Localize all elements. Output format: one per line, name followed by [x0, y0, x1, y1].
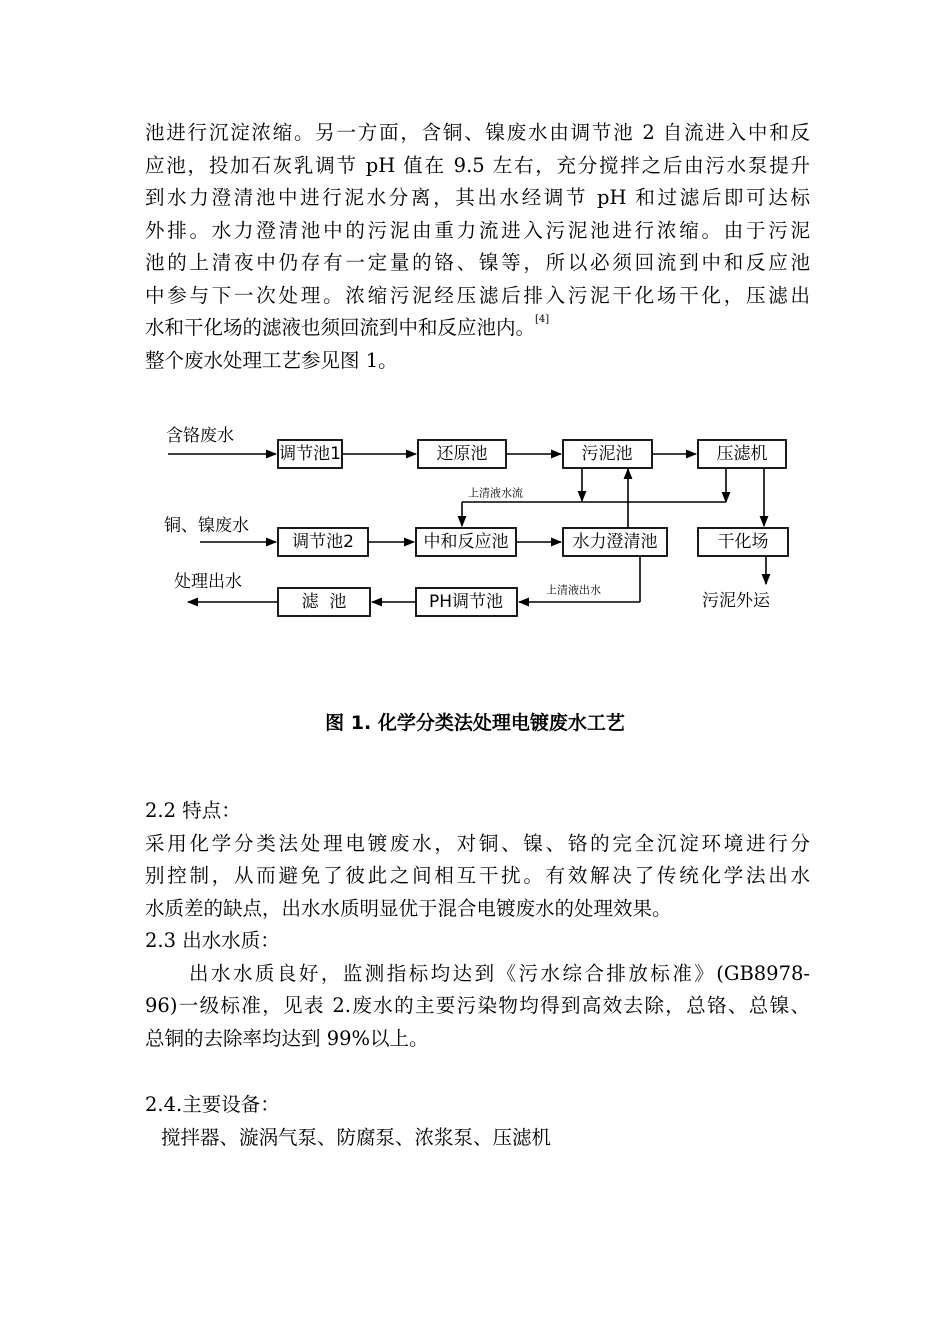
label-filter-press: 压滤机 — [716, 444, 768, 464]
label-drying-bed: 干化场 — [717, 532, 769, 552]
section-2-4 — [145, 1089, 810, 1154]
text-line: 水和干化场的滤液也须回流到中和反应池内。 — [145, 316, 536, 339]
label-sludge-tank: 污泥池 — [581, 444, 633, 464]
label-tank1: 调节池1 — [279, 444, 341, 464]
label-input-cu-ni: 铜、镍废水 — [164, 516, 249, 536]
figure-caption: 图 1. 化学分类法处理电镀废水工艺 — [325, 712, 625, 734]
section-heading: 2.3 出水水质： — [145, 929, 280, 952]
label-clarifier: 水力澄清池 — [572, 532, 658, 552]
figure-reference: 整个废水处理工艺参见图 1。 — [145, 348, 398, 372]
section-heading: 2.4.主要设备： — [145, 1093, 280, 1116]
intro-paragraph — [145, 117, 810, 377]
section-heading: 2.2 特点： — [145, 799, 241, 822]
text-line: 应池，投加石灰乳调节 pH 值在 9.5 左右，充分搅拌之后由污水泵提升 — [145, 153, 810, 177]
label-filter: 滤 池 — [301, 592, 347, 612]
label-tank2: 调节池2 — [292, 532, 354, 552]
text-line: 中参与下一次处理。浓缩污泥经压滤后排入污泥干化场干化，压滤出 — [145, 283, 810, 307]
section-2-3 — [145, 925, 810, 1055]
label-supernatant-return: 上清液水流 — [468, 486, 523, 500]
text-line: 池进行沉淀浓缩。另一方面，含铜、镍废水由调节池 2 自流进入中和反 — [145, 121, 810, 144]
citation-ref[interactable]: [4] — [535, 314, 550, 325]
label-input-cr: 含铬废水 — [166, 426, 234, 446]
text-line-indented: 出水水质良好，监测指标均达到《污水综合排放标准》(GB8978- — [189, 961, 810, 985]
label-sludge-out: 污泥外运 — [702, 591, 770, 611]
label-ph-tank: PH调节池 — [428, 592, 504, 612]
text-line: 总铜的去除率均达到 99%以上。 — [145, 1026, 429, 1050]
text-line: 池的上清夜中仍存有一定量的铬、镍等，所以必须回流到中和反应池 — [145, 251, 810, 274]
text-line: 别控制，从而避免了彼此之间相互干扰。有效解决了传统化学法出水 — [145, 864, 810, 887]
text-line: 外排。水力澄清池中的污泥由重力流进入污泥池进行浓缩。由于污泥 — [145, 218, 810, 242]
text-line: 水质差的缺点，出水水质明显优于混合电镀废水的处理效果。 — [145, 896, 672, 920]
process-flow-diagram — [160, 420, 800, 620]
label-clear-outflow: 上清液出水 — [546, 583, 601, 597]
text-line: 采用化学分类法处理电镀废水，对铜、镍、铬的完全沉淀环境进行分 — [145, 831, 810, 855]
label-neutralization: 中和反应池 — [423, 532, 509, 552]
equipment-list: 搅拌器、漩涡气泵、防腐泵、浓浆泵、压滤机 — [161, 1125, 552, 1149]
text-line-last — [145, 312, 810, 345]
section-2-2 — [145, 795, 810, 925]
text-line: 96)一级标准，见表 2.废水的主要污染物均得到高效去除，总铬、总镍、 — [145, 994, 810, 1017]
text-line: 到水力澄清池中进行泥水分离，其出水经调节 pH 和过滤后即可达标 — [145, 186, 810, 209]
label-output-water: 处理出水 — [174, 572, 242, 592]
label-reduction: 还原池 — [436, 444, 488, 464]
